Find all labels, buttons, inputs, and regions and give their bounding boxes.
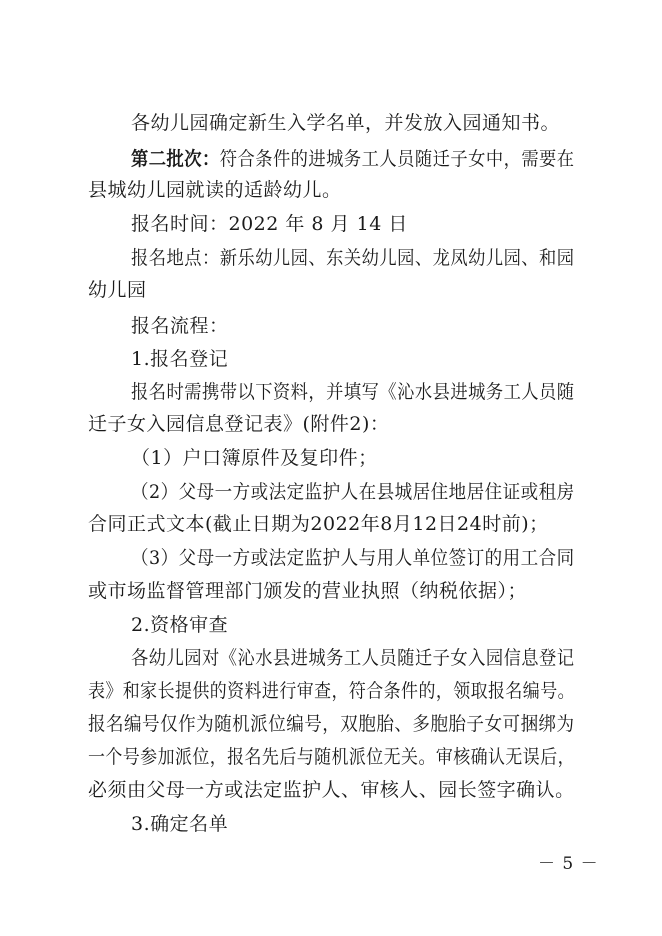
paragraph-line: 迁子女入园信息登记表》(附件2)： (88, 413, 390, 435)
page-number: － 5 － (538, 854, 599, 874)
paragraph-line: 各幼儿园对《沁水县进城务工人员随迁子女入园信息登记 (131, 647, 575, 669)
step-heading: 3.确定名单 (131, 813, 229, 835)
paragraph-line: 表》和家长提供的资料进行审查，符合条件的，领取报名编号。 (88, 680, 575, 702)
list-item: （2）父母一方或法定监护人在县城居住地居住证或租房 (131, 481, 575, 503)
batch-two-label: 第二批次： (131, 148, 220, 170)
paragraph-line: 或市场监督管理部门颁发的营业执照（纳税依据）； (88, 580, 528, 602)
step-heading: 1.报名登记 (131, 348, 229, 370)
step-heading: 2.资格审查 (131, 614, 229, 636)
section-heading: 报名流程： (131, 315, 229, 337)
registration-location: 报名地点：新乐幼儿园、东关幼儿园、龙凤幼儿园、和园 (131, 247, 575, 269)
paragraph-line: 各幼儿园确定新生入学名单，并发放入园通知书。 (131, 112, 561, 134)
paragraph-line: 必须由父母一方或法定监护人、审核人、园长签字确认。 (88, 779, 575, 801)
paragraph-line: 一个号参加派位，报名先后与随机派位无关。审核确认无误后， (88, 746, 575, 768)
paragraph-line: 报名编号仅作为随机派位编号，双胞胎、多胞胎子女可捆绑为 (88, 713, 575, 735)
registration-time: 报名时间：2022 年 8 月 14 日 (131, 213, 408, 235)
paragraph-line: 报名时需携带以下资料，并填写《沁水县进城务工人员随 (131, 381, 575, 403)
paragraph-line: 县城幼儿园就读的适龄幼儿。 (88, 179, 342, 201)
list-item: （3）父母一方或法定监护人与用人单位签订的用工合同 (131, 547, 575, 569)
list-item: （1）户口簿原件及复印件； (131, 447, 378, 469)
batch-two-text: 符合条件的进城务工人员随迁子女中，需要在 (219, 148, 575, 170)
batch-two-line (131, 147, 575, 171)
paragraph-line: 幼儿园 (88, 279, 147, 301)
paragraph-line: 合同正式文本(截止日期为2022年8月12日24时前)； (88, 513, 549, 535)
